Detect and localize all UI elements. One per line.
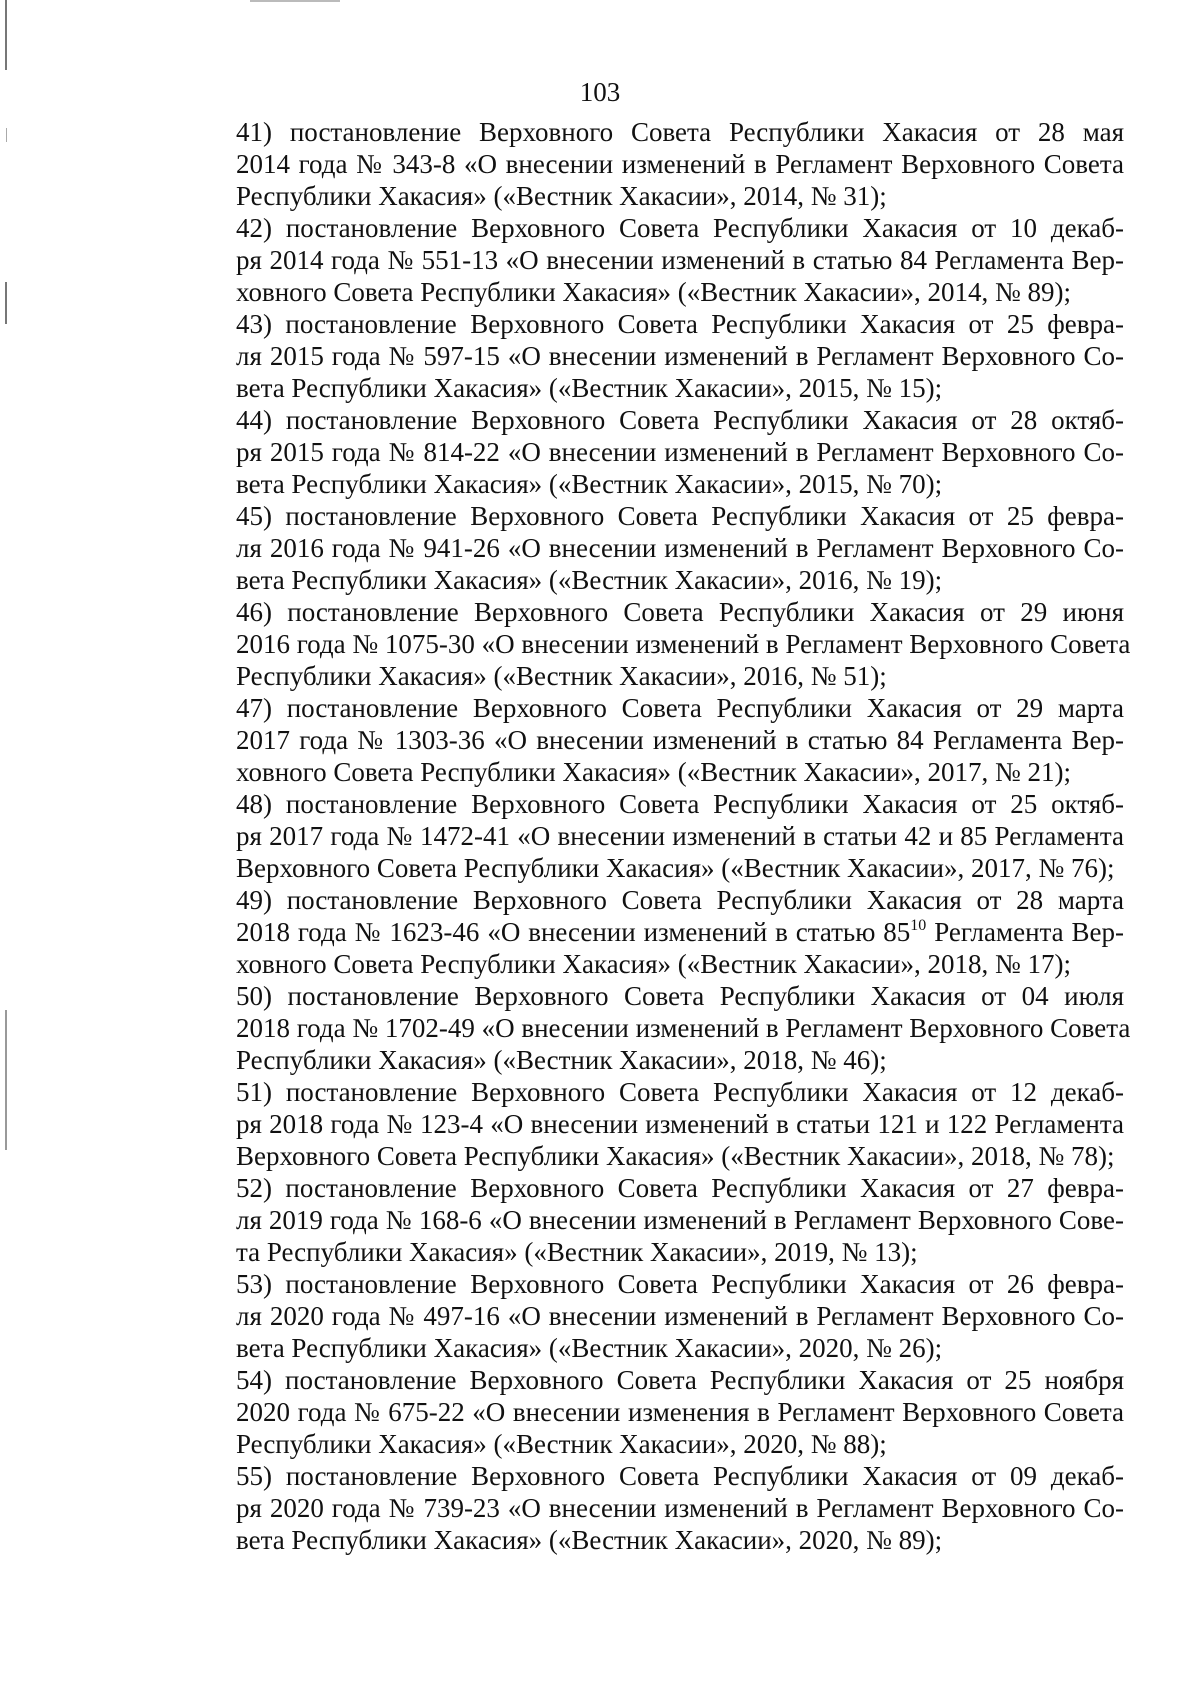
text-line: 41) постановление Верховного Совета Республики Хакасия от 28 мая xyxy=(236,117,1124,147)
list-item-49 xyxy=(174,884,1124,980)
text-line: ря 2014 года № 551-13 «О внесении изменений в статью 84 Регламента Вер- xyxy=(236,245,1124,275)
text-line: 52) постановление Верховного Совета Республики Хакасия от 27 февра- xyxy=(236,1173,1124,1203)
text-line: ля 2020 года № 497-16 «О внесении изменений в Регламент Верховного Со- xyxy=(236,1301,1124,1331)
list-item-44 xyxy=(174,404,1124,500)
text-fragment: Регламента Вер- xyxy=(926,917,1125,947)
list-item-53 xyxy=(174,1268,1124,1364)
text-line: 42) постановление Верховного Совета Республики Хакасия от 10 декаб- xyxy=(236,213,1124,243)
text-line: ля 2019 года № 168-6 «О внесении изменений в Регламент Верховного Сове- xyxy=(236,1205,1124,1235)
text-line: 44) постановление Верховного Совета Республики Хакасия от 28 октяб- xyxy=(236,405,1124,435)
text-line: вета Республики Хакасия» («Вестник Хакасии», 2015, № 70); xyxy=(236,469,943,499)
text-line xyxy=(174,916,1124,948)
text-line: 54) постановление Верховного Совета Республики Хакасия от 25 ноября xyxy=(236,1365,1124,1395)
text-line: вета Республики Хакасия» («Вестник Хакасии», 2015, № 15); xyxy=(236,373,943,403)
text-line: 2014 года № 343-8 «О внесении изменений в Регламент Верховного Совета xyxy=(236,149,1124,179)
text-line: Республики Хакасия» («Вестник Хакасии», 2020, № 88); xyxy=(236,1429,887,1459)
text-line: 46) постановление Верховного Совета Республики Хакасия от 29 июня xyxy=(236,597,1124,627)
text-line: 48) постановление Верховного Совета Республики Хакасия от 25 октяб- xyxy=(236,789,1124,819)
text-line: вета Республики Хакасия» («Вестник Хакасии», 2016, № 19); xyxy=(236,565,943,595)
text-line: Республики Хакасия» («Вестник Хакасии», 2016, № 51); xyxy=(236,661,887,691)
list-item-55 xyxy=(174,1460,1124,1556)
scan-artifact-left xyxy=(5,0,7,70)
list-item-41 xyxy=(174,116,1124,212)
text-line: Республики Хакасия» («Вестник Хакасии», 2014, № 31); xyxy=(236,181,887,211)
text-line: ховного Совета Республики Хакасия» («Вестник Хакасии», 2018, № 17); xyxy=(236,949,1072,979)
list-item-43 xyxy=(174,308,1124,404)
scan-artifact-top xyxy=(250,0,340,2)
text-line: Верховного Совета Республики Хакасия» («Вестник Хакасии», 2018, № 78); xyxy=(236,1141,1115,1171)
page-number: 103 xyxy=(579,77,621,107)
text-line: ря 2020 года № 739-23 «О внесении изменений в Регламент Верховного Со- xyxy=(236,1493,1124,1523)
list-item-45 xyxy=(174,500,1124,596)
superscript-number: 10 xyxy=(910,917,927,934)
text-line: 2018 года № 1702-49 «О внесении изменений в Регламент Верховного Совета xyxy=(236,1013,1131,1043)
list-item-47 xyxy=(174,692,1124,788)
list-item-42 xyxy=(174,212,1124,308)
text-line: ря 2018 года № 123-4 «О внесении изменений в статьи 121 и 122 Регламента xyxy=(236,1109,1124,1139)
list-item-48 xyxy=(174,788,1124,884)
text-line: 2016 года № 1075-30 «О внесении изменений в Регламент Верховного Совета xyxy=(236,629,1131,659)
text-line: 43) постановление Верховного Совета Республики Хакасия от 25 февра- xyxy=(236,309,1124,339)
text-line: 51) постановление Верховного Совета Республики Хакасия от 12 декаб- xyxy=(236,1077,1124,1107)
list-item-46 xyxy=(174,596,1131,692)
text-line: Республики Хакасия» («Вестник Хакасии», 2018, № 46); xyxy=(236,1045,887,1075)
text-line: 2017 года № 1303-36 «О внесении изменений в статью 84 Регламента Вер- xyxy=(236,725,1124,755)
text-line: 50) постановление Верховного Совета Республики Хакасия от 04 июля xyxy=(236,981,1124,1011)
text-line: вета Республики Хакасия» («Вестник Хакасии», 2020, № 89); xyxy=(236,1525,943,1555)
text-line: 55) постановление Верховного Совета Республики Хакасия от 09 декаб- xyxy=(236,1461,1124,1491)
text-line: вета Республики Хакасия» («Вестник Хакасии», 2020, № 26); xyxy=(236,1333,943,1363)
text-line: ховного Совета Республики Хакасия» («Вестник Хакасии», 2014, № 89); xyxy=(236,277,1072,307)
scan-artifact-left xyxy=(6,128,7,142)
text-line: ря 2017 года № 1472-41 «О внесении изменений в статьи 42 и 85 Регламента xyxy=(236,821,1124,851)
document-body xyxy=(174,116,1131,1556)
text-line: 45) постановление Верховного Совета Республики Хакасия от 25 февра- xyxy=(236,501,1124,531)
text-line: 47) постановление Верховного Совета Республики Хакасия от 29 марта xyxy=(236,693,1124,723)
text-line: ля 2015 года № 597-15 «О внесении изменений в Регламент Верховного Со- xyxy=(236,341,1124,371)
text-line: 53) постановление Верховного Совета Республики Хакасия от 26 февра- xyxy=(236,1269,1124,1299)
scan-artifact-left xyxy=(5,1010,7,1150)
text-line: ховного Совета Республики Хакасия» («Вестник Хакасии», 2017, № 21); xyxy=(236,757,1072,787)
list-item-51 xyxy=(174,1076,1124,1172)
text-fragment: 2018 года № 1623-46 «О внесении изменений в статью 85 xyxy=(236,917,911,947)
scan-artifact-left xyxy=(5,282,7,324)
list-item-50 xyxy=(174,980,1131,1076)
text-line: ря 2015 года № 814-22 «О внесении изменений в Регламент Верховного Со- xyxy=(236,437,1124,467)
text-line: ля 2016 года № 941-26 «О внесении изменений в Регламент Верховного Со- xyxy=(236,533,1124,563)
text-line: 49) постановление Верховного Совета Республики Хакасия от 28 марта xyxy=(236,885,1124,915)
list-item-52 xyxy=(174,1172,1124,1268)
text-line: та Республики Хакасия» («Вестник Хакасии», 2019, № 13); xyxy=(236,1237,918,1267)
text-line: Верховного Совета Республики Хакасия» («Вестник Хакасии», 2017, № 76); xyxy=(236,853,1115,883)
list-item-54 xyxy=(174,1364,1124,1460)
text-line: 2020 года № 675-22 «О внесении изменения в Регламент Верховного Совета xyxy=(236,1397,1124,1427)
